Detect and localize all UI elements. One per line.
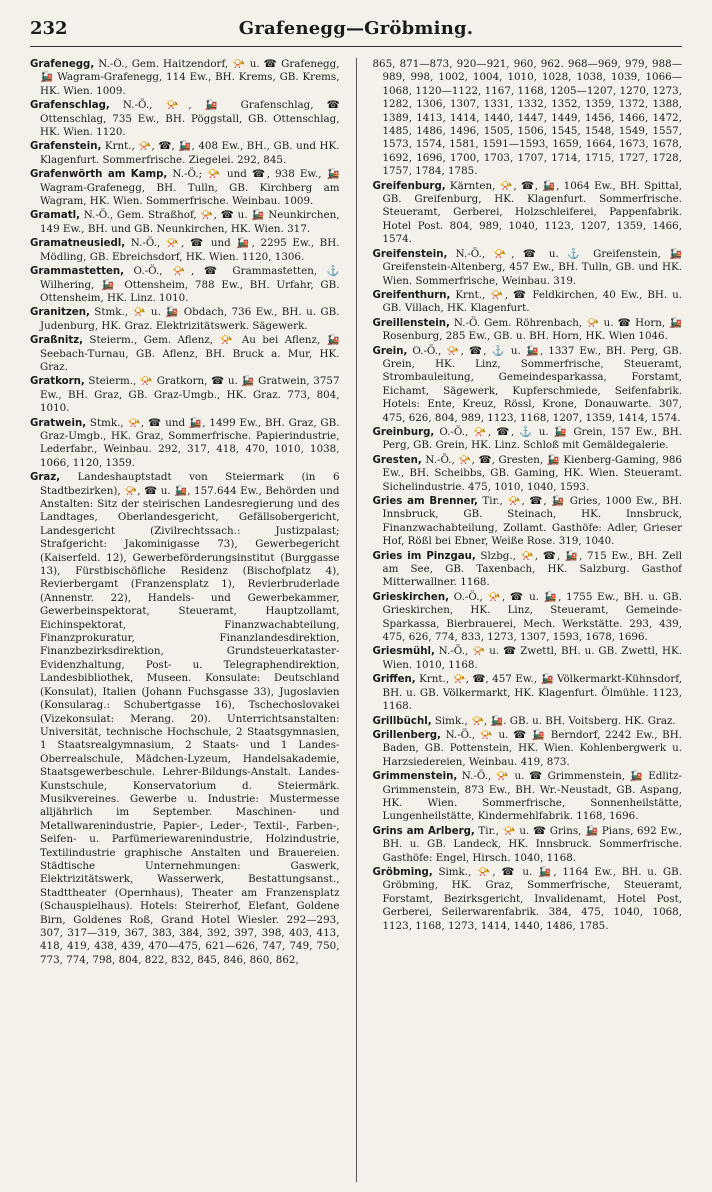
gazetteer-entry	[373, 729, 683, 769]
entry-headword: Griesmühl,	[372, 646, 435, 658]
gazetteer-entry	[373, 345, 683, 425]
entry-headword: Grafenstein,	[30, 141, 102, 153]
page-header	[30, 16, 682, 47]
entry-headword: Greifenthurn,	[372, 289, 451, 301]
entry-headword: Greillenstein,	[372, 317, 450, 329]
entry-text: 865, 871—873, 920—921, 960, 962. 968—969, 979, 988—989, 998, 1002, 1004, 1010, 1028, 1038, 1039, 1066—1068, 1120—1122, 1167, 1168, 1205—1207, 1270, 1273, 1282, 1306, 1307, 1331, 1332, 1352, 1359, 1372, 1388, 1389, 1413, 1414, 1440, 1447, 1449, 1456, 1466, 1472, 1485, 1486, 1496, 1505, 1506, 1545, 1548, 1549, 1557, 1573, 1574, 1581, 1591—1593, 1659, 1664, 1673, 1678, 1692, 1696, 1700, 1703, 1707, 1714, 1715, 1727, 1728, 1757, 1784, 1785.	[372, 58, 682, 178]
entry-text: Krnt., 📯, ☎ Feldkirchen, 40 Ew., BH. u. GB. Villach, HK. Klagenfurt.	[382, 288, 682, 315]
entry-text: Landeshauptstadt von Steiermark (in 6 Stadtbezirken), 📯, ☎ u. 🚂, 157.644 Ew., Behörden und Anstalten: Sitz der steirischen Landesregierung und des Landtages, Oberlandesgericht, Gefällsobergericht, Landesgericht (Zivilrechtssach.: Justizpalast; Strafgericht: Jakominigasse 73), Gewerbegericht (Kaiserfeld. 12), Gewerbeförderungsinstitut (Burggasse 13), Fürstbischöfliche Residenz (Bischofplatz 4), Revierbergamt (Franzensplatz 1), Revierbruderlade (Annenstr. 22), Handels- und Gewerbekammer, Gewerbeinspektorat, Steueramt, Hauptzollamt, Eichinspektorat, Finanzwachabteilung, Finanzprokuratur, Finanzlandesdirektion, Finanzbezirksdirektion, Grundsteuerkataster-Evidenzhaltung, Post- u. Telegraphendirektion, Landesbibliothek, Museen. Konsulate: Deutschland (Konsulat), Italien (Johann Fuchsgasse 33), Jugoslavien (Konsularag.: Schubertgasse 16), Tschechoslovakei (Vizekonsulat: Merang. 20). Unterrichtsanstalten: Universität, technische Hochschule, 2 Staatsgymnasien, 1 Staatsrealgymnasium, 2 Staats- und 1 Landes-Oberrealschule, Mädchen-Lyzeum, Handelsakademie, Staatsgewerbeschule. Lehrer-Bildungs-Anstalt. Landes-Kunstschule, Konservatorium d. Steiermärk. Musikvereines. Gewerbe u. Industrie: Mustermesse alljährlich im September. Maschinen- und Metallwarenindustrie, Papier-, Leder-, Textil-, Farben-, Seifen- u. Parfümeriewarenindustrie, Holzindustrie, Textilindustrie graphische Anstalten und Brauereien. Städtische Unternehmungen: Gaswerk, Elektrizitätswerk, Wasserwerk, Bestattungsanst., Stadttheater (Opernhaus), Theater am Franzensplatz (Schauspielhaus). Hotels: Steirerhof, Elefant, Goldene Birn, Goldenes Roß, Grand Hotel Wiesler. 292—293, 307, 317—319, 367, 383, 384, 392, 397, 398, 403, 413, 418, 419, 438, 439, 470—475, 621—626, 747, 749, 750, 773, 774, 798, 804, 822, 832, 845, 846, 860, 862,	[40, 471, 340, 966]
entry-headword: Grieskirchen,	[372, 591, 449, 603]
left-column	[30, 58, 340, 1182]
entry-text: Simk., 📯, ☎ u. 🚂, 1164 Ew., BH. u. GB. Gröbming, HK. Graz, Sommerfrische, Steueramt, Forstamt, Bezirksgericht, Invalidenamt, Hotel Post, Gerberei, Seilerwarenfabrik. 384, 475, 1040, 1068, 1123, 1168, 1273, 1414, 1440, 1486, 1785.	[382, 865, 682, 932]
entry-headword: Griffen,	[372, 674, 416, 686]
entry-text: N.-Ö., 📯, ☎, Gresten, 🚂 Kienberg-Gaming, 986 Ew., BH. Scheibbs, GB. Gaming, HK. Wien. Steueramt. Sichelindustrie. 475, 1010, 1040, 1593.	[382, 453, 682, 493]
entry-headword: Grillenberg,	[372, 729, 441, 741]
gazetteer-entry	[373, 673, 683, 713]
entry-text: O.-Ö., 📯, ☎ u. 🚂, 1755 Ew., BH. u. GB. Grieskirchen, HK. Linz, Steueramt, Gemeinde-Sparkassa, Bierbrauerei, Mech. Werkstätte. 293, 439, 475, 626, 774, 833, 1273, 1307, 1593, 1678, 1696.	[382, 590, 682, 644]
gazetteer-entry	[373, 58, 683, 179]
entry-text: Krnt., 📯, ☎, 🚂, 408 Ew., BH., GB. und HK. Klagenfurt. Sommerfrische. Ziegelei. 292, 845.	[40, 140, 340, 166]
entry-text: N.-Ö., 📯 u. ☎ Zwettl, BH. u. GB. Zwettl, HK. Wien. 1010, 1168.	[382, 645, 682, 671]
gazetteer-entry	[373, 495, 683, 549]
entry-text: O.-Ö., 📯, ☎ Grammastetten, ⚓ Wilhering, 🚂 Ottensheim, 788 Ew., BH. Urfahr, GB. Ottensheim, HK. Linz. 1010.	[40, 265, 340, 304]
gazetteer-entry	[373, 289, 683, 316]
entry-text: Krnt., 📯, ☎, 457 Ew., 🚂 Völkermarkt-Kühnsdorf, BH. u. GB. Völkermarkt, HK. Klagenfurt. Ölmühle. 1123, 1168.	[382, 673, 682, 713]
entry-headword: Greinburg,	[372, 426, 435, 438]
entry-text: Steierm., Gem. Aflenz, 📯 Au bei Aflenz, 🚂 Seebach-Turnau, GB. Aflenz, BH. Bruck a. Mur, HK. Graz.	[40, 334, 340, 373]
entry-text: Stmk., 📯 u. 🚂 Obdach, 736 Ew., BH. u. GB. Judenburg, HK. Graz. Elektrizitätswerk. Sägewerk.	[40, 306, 340, 332]
entry-text: Tir., 📯, ☎, 🚂 Gries, 1000 Ew., BH. Innsbruck, GB. Steinach, HK. Innsbruck, Finanzwachabteilung, Zollamt. Gasthöfe: Adler, Grieser Hof, Rößl bei Ebner, Weiße Rose. 319, 1040.	[382, 495, 682, 548]
gazetteer-entry	[30, 209, 340, 236]
gazetteer-entry	[373, 825, 683, 865]
gazetteer-entry	[373, 550, 683, 590]
entry-headword: Gröbming,	[372, 866, 433, 878]
gazetteer-entry	[30, 99, 340, 139]
gazetteer-entry	[373, 317, 683, 344]
entry-headword: Gramatl,	[30, 210, 80, 222]
entry-headword: Granitzen,	[30, 307, 90, 319]
page-number: 232	[30, 18, 68, 39]
gazetteer-entry	[30, 140, 340, 167]
column-divider	[356, 58, 357, 1182]
gazetteer-entry	[373, 770, 683, 824]
entry-text: N.-Ö., 📯 u. ☎ 🚂 Berndorf, 2242 Ew., BH. Baden, GB. Pottenstein, HK. Wien. Kohlenbergwerk u. Harzsiedereien, Weinbau. 419, 873.	[382, 728, 682, 768]
entry-text: Kärnten, 📯, ☎, 🚂, 1064 Ew., BH. Spittal, GB. Greifenburg, HK. Klagenfurt. Sommerfrische. Steueramt, Gerberei, Holzschleiferei, Pappenfabrik. Hotel Post. 804, 989, 1040, 1123, 1207, 1359, 1466, 1574.	[382, 179, 682, 246]
entry-headword: Greifenburg,	[372, 180, 446, 192]
entry-headword: Gresten,	[372, 454, 422, 466]
entry-headword: Graz,	[30, 472, 61, 484]
entry-headword: Grimmenstein,	[372, 771, 458, 783]
right-column	[373, 58, 683, 1182]
gazetteer-entry	[373, 591, 683, 645]
entry-text: N.-Ö. Gem. Röhrenbach, 📯 u. ☎ Horn, 🚂 Rosenburg, 285 Ew., GB. u. BH. Horn, HK. Wien 1046.	[382, 316, 682, 343]
gazetteer-entry	[30, 58, 340, 98]
entry-text: N.-Ö.; 📯 und ☎, 938 Ew., 🚂 Wagram-Grafenegg, BH. Tulln, GB. Kirchberg am Wagram, HK. Wien. Sommerfrische. Weinbau. 1009.	[40, 168, 340, 208]
running-title: Grafenegg—Gröbming.	[238, 18, 474, 39]
gazetteer-entry	[30, 375, 340, 415]
gazetteer-entry	[30, 334, 340, 374]
entry-headword: Grillbüchl,	[372, 715, 432, 727]
entry-text: Simk., 📯, 🚂. GB. u. BH. Voitsberg. HK. Graz.	[431, 714, 676, 727]
entry-text: Steierm., 📯 Gratkorn, ☎ u. 🚂 Gratwein, 3757 Ew., BH. Graz, GB. Graz-Umgb., HK. Graz. 773, 804, 1010.	[40, 375, 340, 415]
gazetteer-entry	[30, 237, 340, 264]
entry-text: N.-Ö., 📯, ☎ und 🚂, 2295 Ew., BH. Mödling, GB. Ebreichsdorf, HK. Wien. 1120, 1306.	[40, 237, 340, 263]
entry-headword: Grafenschlag,	[30, 100, 110, 112]
entry-text: O.-Ö., 📯, ☎, ⚓ u. 🚂, 1337 Ew., BH. Perg, GB. Grein, HK. Linz, Sommerfrische, Steueramt, Strombauleitung, Gemeindesparkassa, Forstamt, Eichamt, Sägewerk, Kupferschmiede, Seifenfabrik. Hotels: Ente, Kreuz, Rössl, Krone, Donauwarte. 307, 475, 626, 804, 989, 1123, 1168, 1207, 1359, 1414, 1574.	[382, 344, 682, 424]
gazetteer-entry	[30, 306, 340, 333]
entry-headword: Graßnitz,	[30, 335, 84, 347]
gazetteer-entry	[373, 645, 683, 672]
gazetteer-entry	[30, 265, 340, 305]
entry-headword: Greifenstein,	[372, 248, 448, 260]
entry-text: N.-Ö., Gem. Haitzendorf, 📯 u. ☎ Grafenegg, 🚂 Wagram-Grafenegg, 114 Ew., BH. Krems, GB. Krems, HK. Wien. 1009.	[40, 58, 340, 97]
entry-headword: Grins am Arlberg,	[372, 825, 475, 837]
entry-text: Slzbg., 📯, ☎, 🚂, 715 Ew., BH. Zell am See, GB. Taxenbach, HK. Salzburg. Gasthof Mitterwallner. 1168.	[382, 549, 682, 589]
entry-text: O.-Ö., 📯, ☎, ⚓ u. 🚂 Grein, 157 Ew., BH. Perg, GB. Grein, HK. Linz. Schloß mit Gemäldegalerie.	[382, 425, 682, 452]
entry-headword: Gratkorn,	[30, 376, 85, 388]
entry-headword: Grammastetten,	[30, 266, 124, 278]
gazetteer-entry	[373, 248, 683, 288]
entry-headword: Grafenegg,	[30, 59, 95, 70]
entry-headword: Grein,	[372, 345, 408, 357]
entry-text: N.-Ö., 📯, ☎ u. ⚓ Greifenstein, 🚂 Greifenstein-Altenberg, 457 Ew., BH. Tulln, GB. und HK. Wien. Sommerfrische, Weinbau. 319.	[382, 247, 682, 287]
gazetteer-entry	[373, 866, 683, 933]
columns	[30, 58, 682, 1182]
entry-text: N.-Ö., 📯 u. ☎ Grimmenstein, 🚂 Edlitz-Grimmenstein, 873 Ew., BH. Wr.-Neustadt, GB. Aspang, HK. Wien. Sommerfrische, Sonnenheilstätte, Lungenheilstätte, Kindermehlfabrik. 1168, 1696.	[382, 770, 682, 823]
gazetteer-entry	[373, 715, 683, 728]
entry-text: N.-Ö., Gem. Straßhof, 📯, ☎ u. 🚂 Neunkirchen, 149 Ew., BH. und GB. Neunkirchen, HK. Wien. 317.	[40, 209, 340, 235]
entry-text: Tir., 📯 u. ☎ Grins, 🚂 Pians, 692 Ew., BH. u. GB. Landeck, HK. Innsbruck. Sommerfrische. Gasthöfe: Engel, Hirsch. 1040, 1168.	[382, 824, 682, 864]
gazetteer-entry	[30, 471, 340, 967]
gazetteer-entry	[373, 180, 683, 247]
gazetteer-entry	[30, 417, 340, 471]
entry-headword: Gries im Pinzgau,	[372, 550, 476, 562]
entry-text: Stmk., 📯, ☎ und 🚂, 1499 Ew., BH. Graz, GB. Graz-Umgb., HK. Graz, Sommerfrische. Papierindustrie, Lederfabr., Weinbau. 292, 317, 418, 470, 1010, 1038, 1066, 1120, 1359.	[40, 416, 340, 469]
entry-headword: Gratwein,	[30, 417, 87, 429]
entry-headword: Grafenwörth am Kamp,	[30, 169, 168, 181]
gazetteer-entry	[373, 426, 683, 453]
entry-headword: Gries am Brenner,	[372, 496, 478, 507]
entry-text: N.-Ö., 📯, 🚂 Grafenschlag, ☎ Ottenschlag, 735 Ew., BH. Pöggstall, GB. Ottenschlag, HK. Wien. 1120.	[40, 99, 340, 139]
gazetteer-entry	[373, 454, 683, 494]
gazetteer-entry	[30, 168, 340, 208]
entry-headword: Gramatneusiedl,	[30, 238, 126, 250]
